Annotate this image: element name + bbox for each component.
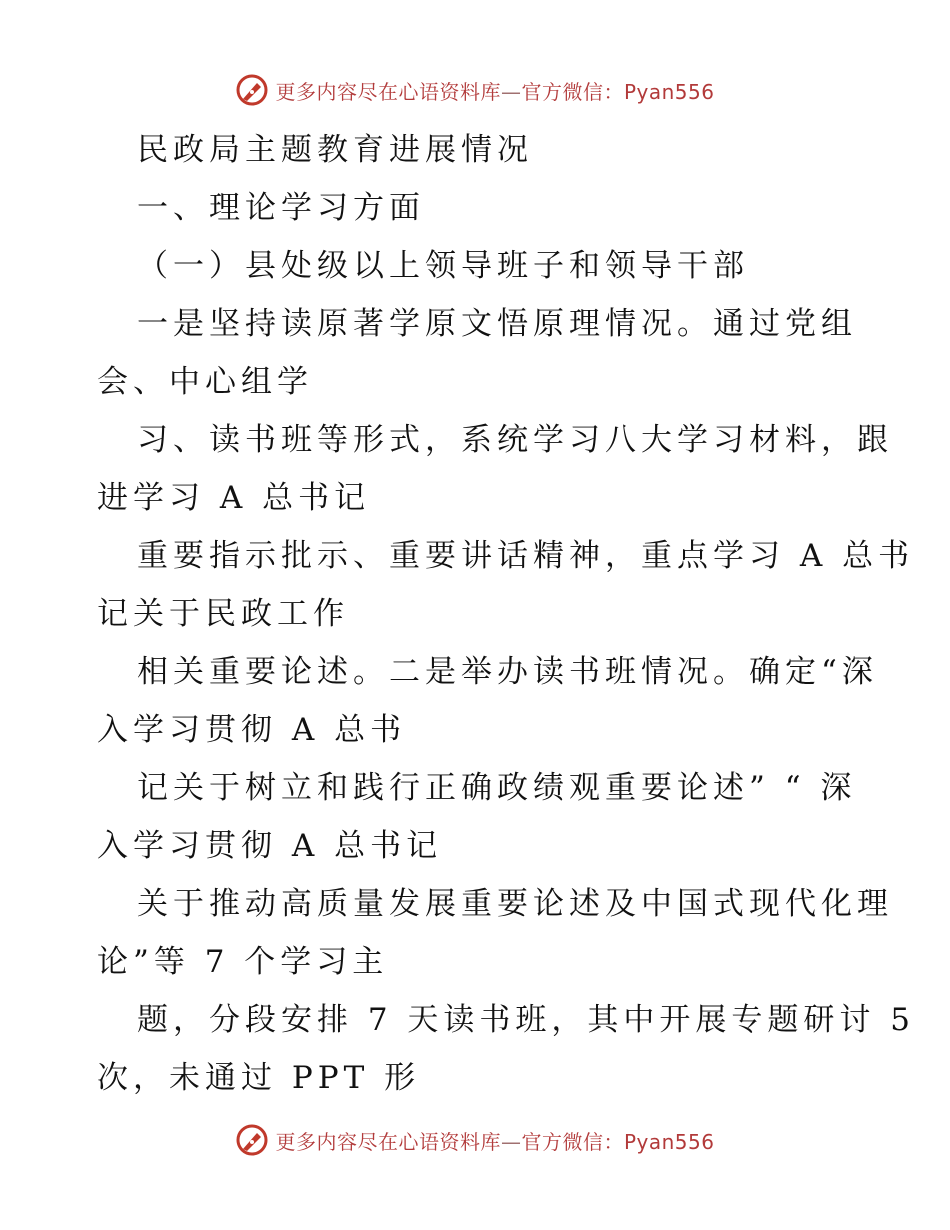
watermark-text: 更多内容尽在心语资料库—官方微信：Pyan556: [275, 79, 715, 104]
subsection-heading: （一）县处级以上领导班子和领导干部: [137, 248, 749, 284]
paragraph-line: 进学习 A 总书记: [97, 480, 371, 516]
paragraph-line: 会、中心组学: [97, 364, 313, 400]
footer-watermark-banner: [0, 1120, 950, 1160]
paragraph-line: 记关于树立和践行正确政绩观重要论述” “ 深: [137, 770, 857, 806]
paragraph-line: 入学习贯彻 A 总书: [97, 712, 407, 748]
header-watermark-banner: [0, 70, 950, 110]
paragraph-line: 记关于民政工作: [97, 596, 349, 632]
paragraph-line: 题，分段安排 7 天读书班，其中开展专题研讨 5: [137, 1002, 916, 1038]
paragraph-line: 论”等 7 个学习主: [97, 944, 389, 980]
watermark-text: 更多内容尽在心语资料库—官方微信：Pyan556: [275, 1129, 715, 1154]
pen-nib-logo-icon: [235, 1123, 269, 1157]
section-heading: 一、理论学习方面: [137, 190, 425, 226]
paragraph-line: 次，未通过 PPT 形: [97, 1060, 421, 1096]
paragraph-line: 习、读书班等形式，系统学习八大学习材料，跟: [137, 422, 893, 458]
paragraph-line: 关于推动高质量发展重要论述及中国式现代化理: [137, 886, 893, 922]
paragraph-line: 入学习贯彻 A 总书记: [97, 828, 443, 864]
pen-nib-logo-icon: [235, 73, 269, 107]
document-title: 民政局主题教育进展情况: [137, 132, 533, 168]
paragraph-line: 相关重要论述。二是举办读书班情况。确定“深: [137, 654, 878, 690]
paragraph-line: 重要指示批示、重要讲话精神，重点学习 A 总书: [137, 538, 915, 574]
paragraph-line: 一是坚持读原著学原文悟原理情况。通过党组: [137, 306, 857, 342]
